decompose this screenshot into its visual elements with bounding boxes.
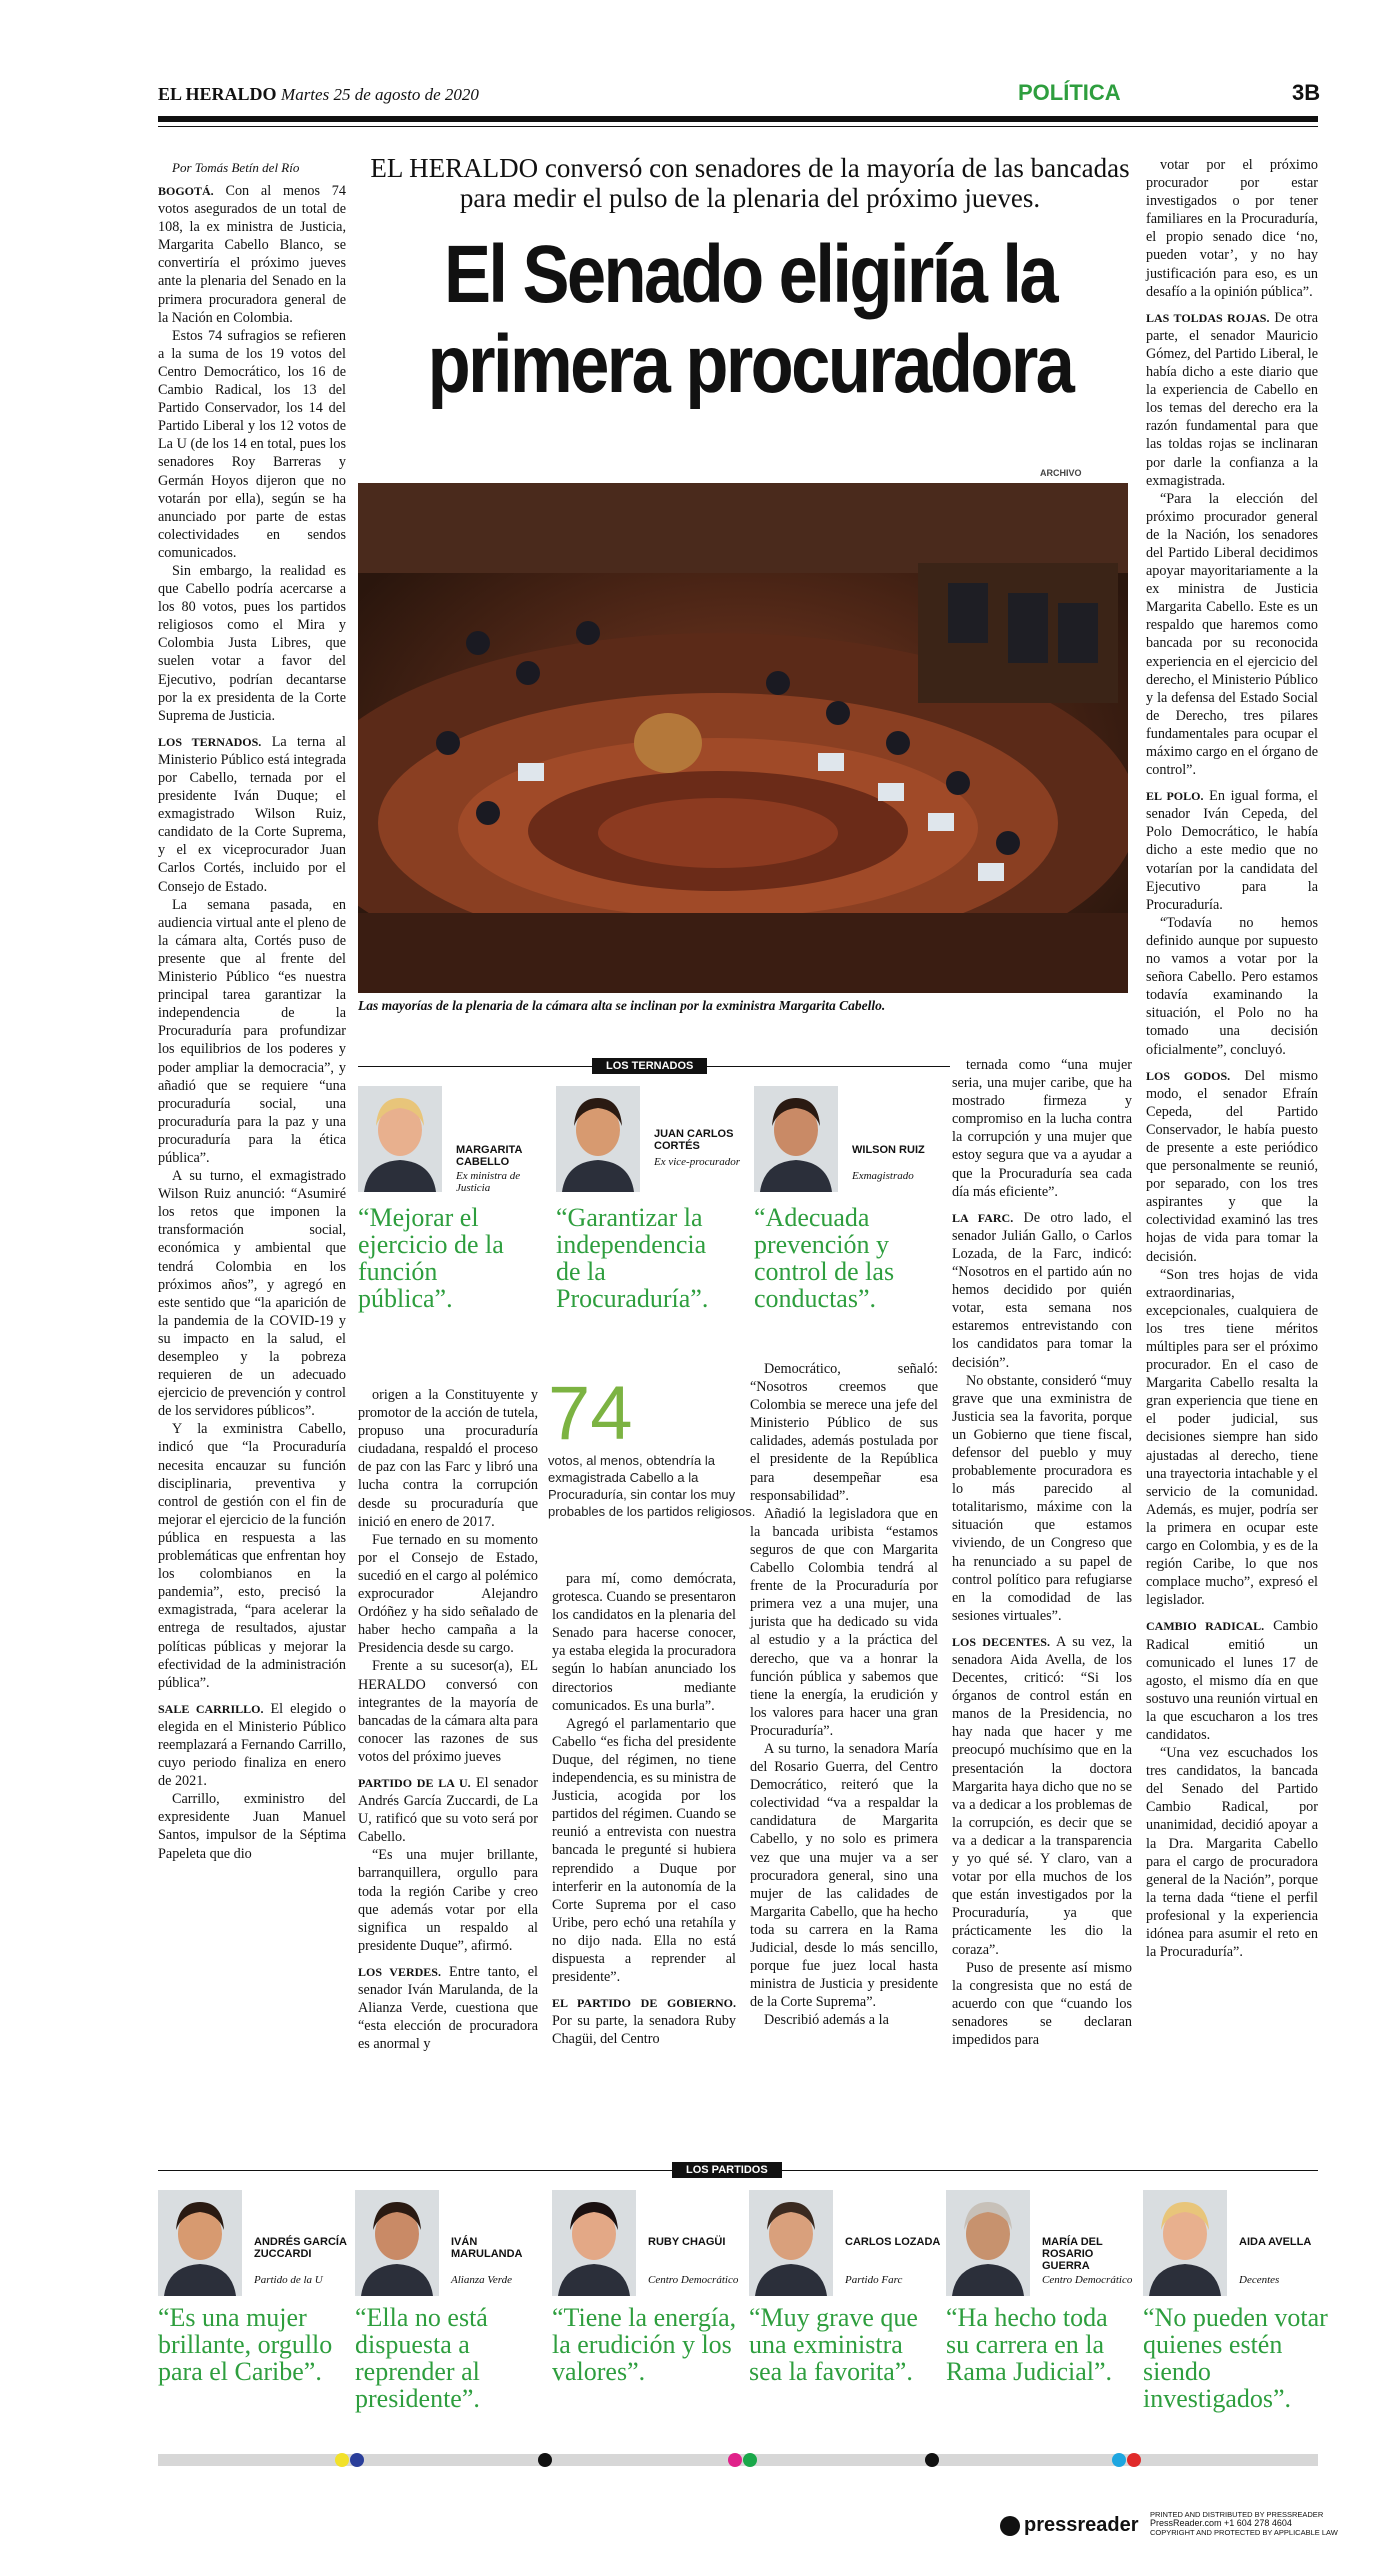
paragraph-text: Cambio Radical emitió un comunicado el lunes 17 de agosto, el mismo día en que sostuvo una reunión virtual en la que escucharon a los tres candidatos. (1146, 1618, 1318, 1743)
paragraph (552, 1715, 736, 1986)
pressreader-icon (1000, 2516, 1020, 2536)
partido-name: RUBY CHAGÜI (648, 2236, 726, 2248)
ternado-name: WILSON RUIZ (852, 1144, 925, 1156)
ternado-quote: “Adecuada prevención y control de las conductas”. (754, 1203, 895, 1313)
paragraph (1146, 1266, 1318, 1610)
paragraph (158, 1420, 346, 1691)
paragraph-text: Fue ternado en su momento por el Consejo de Estado, sucedió en el cargo al polémico exprocurador Alejandro Ordóñez y ha sido señalado de haber hecho campaña a la Presidencia desde su cargo. (358, 1531, 538, 1657)
partido-name: CARLOS LOZADA (845, 2236, 941, 2248)
partido-role: Partido Farc (845, 2274, 903, 2286)
header-rule (158, 116, 1318, 122)
paragraph-text: Añadió la legisladora que en la bancada uribista “estamos seguros de que con Margarita Cabello Colombia tendrá al frente de la Procuraduría por primera vez a una mujer, una jurista que ha dedicado su vida al estudio y a la práctica del derecho, que va a honrar la función pública y sabemos que tiene la energía, la erudición y los valores para hacer una gran Procuraduría”. (750, 1505, 938, 1739)
paragraph-text: En igual forma, el senador Iván Cepeda, del Polo Democrático, le había dicho a este medio que no votarían por la candidata del Ejecutivo para la Procuraduría. (1146, 788, 1318, 913)
partido-quote: “Es una mujer brillante, orgullo para el Caribe”. (158, 2303, 333, 2386)
ternados-label: LOS TERNADOS (592, 1058, 707, 1074)
paragraph-text: A su turno, el exmagistrado Wilson Ruiz anunció: “Asumiré los retos que imponen la transformación social, económica y ambiental que tendrá Colombia en los próximos años”, y agregó en este sentido que “la aparición de la pandemia de la COVID-19 y su impacto en la salud, el desempleo y la pobreza requieren de un adecuado ejercicio de prevención y control de los servidores públicos”. (158, 1168, 346, 1420)
paragraph-text: Frente a su sucesor(a), EL HERALDO conversó con integrantes de la mayoría de bancadas de la cámara alta para conocer las razones de sus votos del próximo jueves (358, 1658, 538, 1765)
paragraph (552, 1570, 736, 1715)
paragraph (158, 1167, 346, 1420)
photo-credit: ARCHIVO (1040, 468, 1082, 478)
paragraph (158, 1790, 346, 1862)
paragraph-lead: SALE CARRILLO. (158, 1701, 264, 1716)
byline: Por Tomás Betín del Río (172, 160, 300, 175)
paragraph (1146, 1617, 1318, 1744)
headline (415, 230, 1086, 410)
paragraph (158, 896, 346, 1167)
paragraph-lead: LOS DECENTES. (952, 1634, 1050, 1649)
paragraph (1146, 787, 1318, 914)
paragraph-text: Del mismo modo, el senador Efraín Cepeda, del Partido Conservador, le había puesto de presente a este periódico que personalmente se reunió, por separado, con los tres aspirantes y que la colectividad examinó las tres hojas de vida para tomar la decisión. (1146, 1067, 1318, 1265)
black-dot (538, 2453, 552, 2467)
yellow-dot (335, 2453, 349, 2467)
paragraph-lead: LA FARC. (952, 1210, 1014, 1225)
ternados-panel (358, 1086, 950, 1346)
paragraph (158, 1700, 346, 1790)
masthead (158, 84, 479, 105)
paragraph-lead: PARTIDO DE LA U. (358, 1775, 471, 1790)
kicker: EL HERALDO conversó con senadores de la mayoría de las bancadas para medir el pulso de la plenaria del próximo jueves. (370, 153, 1130, 213)
partido-quote: “Ha hecho toda su carrera en la Rama Judicial”. (946, 2303, 1113, 2386)
partidos-label: LOS PARTIDOS (672, 2162, 782, 2178)
paragraph-text: De otro lado, el senador Julián Gallo, o Carlos Lozada, de la Farc, indicó: “Nosotros en el partido aún no hemos decidido por quién votar, esta semana nos estaremos entrevistando con los candidatos para tomar la decisión”. (952, 1209, 1132, 1371)
paragraph-lead: LOS GODOS. (1146, 1068, 1231, 1083)
paragraph-text: Y la exministra Cabello, indicó que “la Procuraduría necesita encauzar su función disciplinaria, preventiva y control de gestión con el fin de mejorar el ejercicio de la función pública en respuesta a las problemáticas que enfrentan hoy los colombianos en la pandemia”, esto, precisó la exmagistrada, “para acelerar la entrega de resultados, ajustar políticas públicas y mejorar la efectividad de la administración pública”. (158, 1421, 346, 1691)
paragraph-lead: CAMBIO RADICAL. (1146, 1619, 1265, 1634)
paragraph-text: El senador Andrés García Zuccardi, de La U, ratificó que su voto será por Cabello. (358, 1774, 538, 1846)
partido-photo (946, 2190, 1030, 2296)
ternado-photo (556, 1086, 640, 1192)
issue-date: Martes 25 de agosto de 2020 (281, 85, 479, 104)
paragraph (358, 1531, 538, 1658)
section-name: POLÍTICA (1018, 80, 1121, 105)
ternado-role: Ex ministra de Justicia (456, 1170, 521, 1194)
paragraph-text: Puso de presente así mismo la congresista que no está de acuerdo con que “cuando los senadores se declaran impedidos para (952, 1959, 1132, 2048)
partido-role: Decentes (1239, 2274, 1280, 2286)
paragraph-text: El elegido o elegida en el Ministerio Público reemplazará a Fernando Carrillo, cuyo periodo finaliza en enero de 2021. (158, 1700, 346, 1790)
paragraph (952, 1056, 1132, 1201)
ternado-photo (754, 1086, 838, 1192)
paragraph (158, 182, 346, 327)
black-dot-2 (925, 2453, 939, 2467)
paragraph (358, 1774, 538, 1846)
partido-photo (355, 2190, 439, 2296)
paragraph-text: No obstante, consideró “muy grave que una exministra de Justicia sea la favorita, porque un Gobierno que tiene fiscal, defensor del pueblo y muy probablemente procuradora es lo más parecido al totalitarismo, máxime con la situación que estamos viviendo, de un Congreso que ha renunciado a su papel de control político para refugiarse en la comodidad de las sesiones virtuales”. (952, 1372, 1132, 1624)
partido-name: MARÍA DEL ROSARIO GUERRA (1042, 2236, 1103, 2272)
paragraph-lead: EL POLO. (1146, 789, 1204, 804)
paragraph-lead: LOS VERDES. (358, 1964, 441, 1979)
ternado-quote: “Mejorar el ejercicio de la función pública”. (358, 1203, 504, 1313)
headline-line-2: primera procuradora (427, 319, 1073, 410)
green-dot (743, 2453, 757, 2467)
partido-role: Partido de la U (254, 2274, 323, 2286)
paragraph-text: votar por el próximo procurador por estar investigados o por tener familiares en la Procuraduría, el propio senado dice ‘no, pueden votar’, y no hay justificación para eso, es un desafío a la opinión pública”. (1146, 157, 1318, 300)
senate-chamber-photo (358, 483, 1128, 993)
paragraph (358, 1657, 538, 1766)
red-dot (1127, 2453, 1141, 2467)
paragraph-text: “Todavía no hemos definido aunque por supuesto no vamos a votar por la señora Cabello. Pero estamos todavía examinando la situación, el Polo no ha tomado una decisión oficialmente”, concluyó. (1146, 914, 1318, 1058)
article-column-3 (552, 1570, 736, 2048)
partido-photo (749, 2190, 833, 2296)
stat-number: 74 (548, 1371, 633, 1456)
stat-text: votos, al menos, obtendría la exmagistrada Cabello a la Procuraduría, sin contar los muy probables de los partidos religiosos. (548, 1453, 756, 1519)
paragraph (952, 1372, 1132, 1625)
paper-name: EL HERALDO (158, 84, 277, 104)
paragraph-text: “Es una mujer brillante, barranquillera, orgullo para toda la región Caribe y creo que además votar por ella significa un respaldo al presidente Duque”, afirmó. (358, 1847, 538, 1954)
paragraph-text: “Para la elección del próximo procurador general de la Nación, los senadores del Partido Liberal decidimos apoyar mayoritariamente a la ex ministra de Justicia Margarita Cabello. Este es un respaldo que haremos como bancada por su reconocida experiencia en el ejercicio del derecho, el Ministerio Público y la defensa del Estado Social de Derecho, tres pilares fundamentales para ocupar el máximo cargo en el órgano de control”. (1146, 490, 1318, 779)
ternado-quote: “Garantizar la independencia de la Procuraduría”. (556, 1203, 709, 1313)
partido-photo (158, 2190, 242, 2296)
pressreader-logo: pressreader (1000, 2514, 1139, 2537)
pressreader-notice: PRINTED AND DISTRIBUTED BY PRESSREADER PressReader.com +1 604 278 4604 COPYRIGHT AND PROTECTED BY APPLICABLE LAW (1150, 2510, 1338, 2537)
article-column-2 (358, 1386, 538, 2053)
ternado-role: Ex vice-procurador (654, 1156, 741, 1168)
paragraph-text: La semana pasada, en audiencia virtual ante el pleno de la cámara alta, Cortés puso de presente que al frente del Ministerio Público “es nuestra principal tarea garantizar la independencia de la Procuraduría para profundizar los equilibrios de los poderes y poder ampliar la democracia”, y añadió que se requiere “una procuraduría social, una procuraduría para la paz y una procuraduría para la ética pública”. (158, 896, 346, 1166)
paragraph (1146, 1744, 1318, 1961)
partido-role: Centro Democrático (1042, 2274, 1133, 2286)
blue-dot (350, 2453, 364, 2467)
paragraph (750, 1360, 938, 1505)
ternado-name: JUAN CARLOS CORTÉS (654, 1128, 734, 1152)
paragraph (158, 562, 346, 725)
partido-role: Alianza Verde (451, 2274, 512, 2286)
article-column-1 (158, 182, 346, 1863)
paragraph-lead: LAS TOLDAS ROJAS. (1146, 310, 1270, 325)
magenta-dot (728, 2453, 742, 2467)
paragraph-text: Describió además a la (764, 2012, 889, 2029)
paragraph (952, 1209, 1132, 1372)
paragraph-text: La terna al Ministerio Público está integrada por Cabello, ternada por el presidente Iván Duque; el exmagistrado Wilson Ruiz, candidato de la Corte Suprema, y el ex viceprocurador Juan Carlos Cortés, incluido por el Consejo de Estado. (158, 733, 346, 895)
paragraph-lead: BOGOTÁ. (158, 184, 214, 198)
partido-name: IVÁN MARULANDA (451, 2236, 523, 2260)
paragraph-text: “Son tres hojas de vida extraordinarias, excepcionales, cualquiera de los tres tiene méritos múltiples para ser el próximo procurador. En el caso de Margarita Cabello resalta la gran experiencia que tiene en el poder judicial, sus decisiones siempre han sido ajustadas al derecho, tiene una trayectoria intachable y el servicio de la comunidad. Además, es mujer, podría ser la primera en ocupar este cargo en Colombia, y es de la región Caribe, lo que nos complace mucho”, expresó el legislador. (1146, 1266, 1318, 1609)
paragraph-text: Estos 74 sufragios se refieren a la suma de los 19 votos del Centro Democrático, los 16 de Cambio Radical, los 13 del Partido Conservador, los 14 del Partido Liberal y los 12 votos de La U (de los 14 en total, pues los senadores Roy Barreras y Germán Hoyos dijeron que no votarán por ella), según se ha anunciado por parte de estas colectividades en sendos comunicados. (158, 327, 346, 561)
paragraph (1146, 309, 1318, 490)
paragraph (952, 1959, 1132, 2049)
partido-quote: “Muy grave que una exministra sea la favorita”. (749, 2303, 918, 2386)
partido-name: ANDRÉS GARCÍA ZUCCARDI (254, 2236, 347, 2260)
ternado-photo (358, 1086, 442, 1192)
chamber-illustration (358, 483, 1128, 993)
headline-line-1: El Senado eligiría la (443, 229, 1057, 320)
paragraph (358, 1386, 538, 1531)
ternado-name: MARGARITA CABELLO (456, 1144, 522, 1168)
partido-quote: “Tiene la energía, la erudición y los valores”. (552, 2303, 737, 2386)
partidos-panel (158, 2190, 1328, 2440)
partido-role: Centro Democrático (648, 2274, 739, 2286)
paragraph (358, 1846, 538, 1955)
partido-name: AIDA AVELLA (1239, 2236, 1312, 2248)
paragraph (158, 327, 346, 562)
paragraph (750, 2011, 938, 2029)
partido-photo (1143, 2190, 1227, 2296)
paragraph-lead: EL PARTIDO DE GOBIERNO. (552, 1996, 736, 2011)
paragraph (1146, 1067, 1318, 1266)
partido-photo (552, 2190, 636, 2296)
paragraph-text: Carrillo, exministro del expresidente Juan Manuel Santos, impulsor de la Séptima Papeleta que dio (158, 1791, 346, 1862)
partido-quote: “No pueden votar quienes estén siendo investigados”. (1143, 2303, 1328, 2413)
page-number: 3B (1292, 80, 1321, 105)
paragraph-text: origen a la Constituyente y promotor de la acción de tutela, propuso una procuraduría ciudadana, respaldó el proceso de paz con las Farc y libró una lucha contra la corrupción desde su procuraduría que inició en enero de 2017. (358, 1387, 538, 1530)
paragraph (750, 1740, 938, 2011)
photo-caption: Las mayorías de la plenaria de la cámara alta se inclinan por la exministra Margarita Cabello. (358, 998, 886, 1013)
article-column-right (1146, 156, 1318, 1961)
paragraph-text: Entre tanto, el senador Iván Marulanda, de la Alianza Verde, cuestiona que “esta elección de procuradora es anormal y (358, 1963, 538, 2053)
partido-quote: “Ella no está dispuesta a reprender al presidente”. (355, 2303, 488, 2413)
paragraph-text: ternada como “una mujer seria, una mujer caribe, que ha mostrado firmeza y compromiso en la lucha contra la corrupción y una mujer que estoy segura que va a ayudar a que la Procuraduría sea cada día más eficiente”. (952, 1057, 1132, 1200)
paragraph-text: Democrático, señaló: “Nosotros creemos que Colombia se merece una jefe del Ministerio Público de sus calidades, además postulada por el presidente de la República para desempeñar esa responsabilidad”. (750, 1361, 938, 1504)
article-column-5 (952, 1056, 1132, 2049)
paragraph (952, 1633, 1132, 1959)
header-rule-thin (158, 126, 1318, 127)
paragraph (750, 1505, 938, 1740)
paragraph-text: Con al menos 74 votos asegurados de un total de 108, la ex ministra de Justicia, Margarita Cabello Blanco, se convertiría el próximo jueves ante la plenaria del Senado en la primera procuradora general de la Nación en Colombia. (158, 183, 346, 326)
paragraph-text: Agregó el parlamentario que Cabello “es ficha del presidente Duque, del régimen, no tiene independencia, es su ministra de Justicia, acogida por los partidos del régimen. Cuando se reunió a entrevista con nuestra bancada le pregunté si hubiera reprendido a Duque por interferir en la autonomía de la Corte Suprema por el caso Uribe, pero echó una retahíla y no dijo nada. Ella no está dispuesta a reprender al presidente”. (552, 1715, 736, 1986)
paragraph-text: para mí, como demócrata, grotesca. Cuando se presentaron los candidatos en la plenaria del Senado para hacerse conocer, ya estaba elegida la procuradora según lo habían anunciado los directorios mediante comunicados. Es una burla”. (552, 1571, 736, 1714)
article-column-4 (750, 1360, 938, 2029)
paragraph-text: A su turno, la senadora María del Rosario Guerra, del Centro Democrático, reiteró que la colectividad “va a respaldar la candidatura de Margarita Cabello, y no solo es primera vez que una mujer va a ser procuradora general, sino una mujer de las calidades de Margarita Cabello, que ha hecho toda su carrera en la Rama Judicial, desde lo más sencillo, porque fue juez local hasta ministra de Justicia y presidente de la Corte Suprema”. (750, 1740, 938, 2011)
paragraph (1146, 914, 1318, 1059)
paragraph-text: Sin embargo, la realidad es que Cabello podría acercarse a los 80 votos, pues los partidos religiosos como el Mira y Colombia Justa Libres, que suelen votar a favor del Ejecutivo, podrían decantarse por la ex presidenta de la Corte Suprema de Justicia. (158, 562, 346, 724)
paragraph (358, 1963, 538, 2053)
paragraph-text: “Una vez escuchados los tres candidatos, la bancada del Senado del Partido Cambio Radical, por unanimidad, decidió apoyar a la Dra. Margarita Cabello para el cargo de procuradora general de la Nación”, porque la terna dada “tiene el perfil profesional y la experiencia idónea para asumir el reto en la Procuraduría”. (1146, 1745, 1318, 1961)
paragraph (1146, 156, 1318, 301)
paragraph-lead: LOS TERNADOS. (158, 734, 262, 749)
paragraph (552, 1994, 736, 2048)
paragraph (158, 733, 346, 896)
paragraph-text: Por su parte, la senadora Ruby Chagüi, del Centro (552, 2013, 736, 2048)
paragraph (1146, 490, 1318, 780)
cyan-dot (1112, 2453, 1126, 2467)
paragraph-text: A su vez, la senadora Aida Avella, de los Decentes, criticó: “Si los órganos de control están en manos de la Presidencia, no hay nada que hacer y me preocupó muchísimo que en la presentación la doctora Margarita haya dicho que no se va a dedicar a los problemas de la corrupción, es decir que se va a dedicar a la transparencia y yo qué sé. Y claro, van a votar por ella muchos de los que están investigados por la Procuraduría, ya que prácticamente les dio la coraza”. (952, 1633, 1132, 1958)
paragraph-text: De otra parte, el senador Mauricio Gómez, del Partido Liberal, le había dicho a este diario que la experiencia de Cabello en los temas del derecho era la razón fundamental para que las toldas rojas se inclinaran por darle la confianza a la exmagistrada. (1146, 309, 1318, 489)
ternado-role: Exmagistrado (852, 1170, 914, 1182)
